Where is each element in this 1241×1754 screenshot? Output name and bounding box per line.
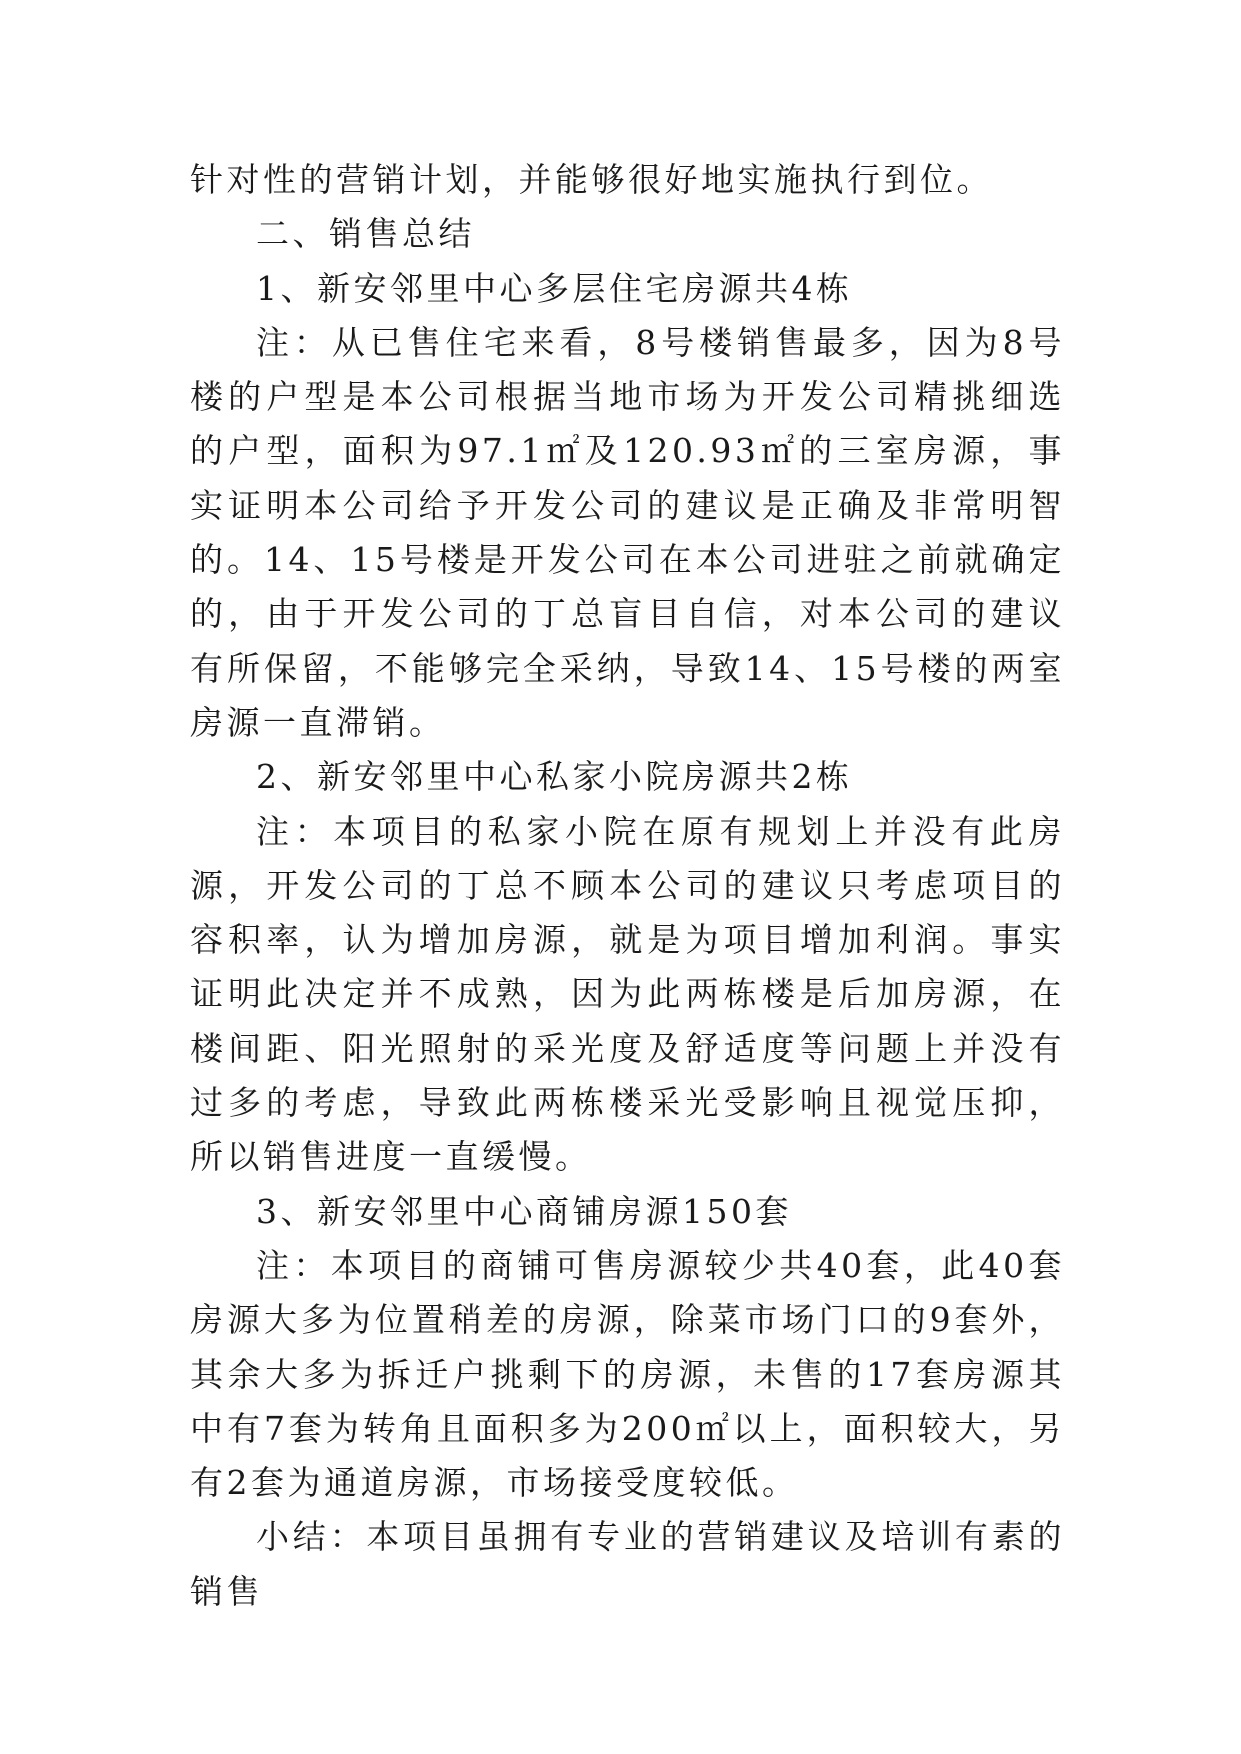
note-paragraph-2: 注：本项目的私家小院在原有规划上并没有此房源，开发公司的丁总不顾本公司的建议只考虑项目的容积率，认为增加房源，就是为项目增加利润。事实证明此决定并不成熟，因为此两栋楼是后加房源，在楼间距、阳光照射的采光度及舒适度等问题上并没有过多的考虑，导致此两栋楼采光受影响且视觉压抑，所以销售进度一直缓慢。 xyxy=(190,811,1065,1177)
item-heading-3: 3、新安邻里中心商铺房源150套 xyxy=(256,1191,792,1231)
item-heading-1: 1、新安邻里中心多层住宅房源共4栋 xyxy=(256,268,853,308)
note-paragraph-1: 注：从已售住宅来看，8号楼销售最多，因为8号楼的户型是本公司根据当地市场为开发公司精挑细选的户型，面积为97.1㎡及120.93㎡的三室房源，事实证明本公司给予开发公司的建议是正确及非常明智的。14、15号楼是开发公司在本公司进驻之前就确定的，由于开发公司的丁总盲目自信，对本公司的建议有所保留，不能够完全采纳，导致14、15号楼的两室房源一直滞销。 xyxy=(190,322,1065,742)
note-paragraph-3: 注：本项目的商铺可售房源较少共40套，此40套房源大多为位置稍差的房源，除菜市场门口的9套外，其余大多为拆迁户挑剩下的房源，未售的17套房源其中有7套为转角且面积多为200㎡以上，面积较大，另有2套为通道房源，市场接受度较低。 xyxy=(190,1245,1065,1503)
section-heading-sales-summary: 二、销售总结 xyxy=(256,214,475,254)
summary-paragraph: 小结：本项目虽拥有专业的营销建议及培训有素的销售 xyxy=(190,1517,1065,1611)
paragraph-continuation: 针对性的营销计划，并能够很好地实施执行到位。 xyxy=(190,160,993,199)
document-body xyxy=(190,153,1065,1619)
item-heading-2: 2、新安邻里中心私家小院房源共2栋 xyxy=(256,757,853,797)
